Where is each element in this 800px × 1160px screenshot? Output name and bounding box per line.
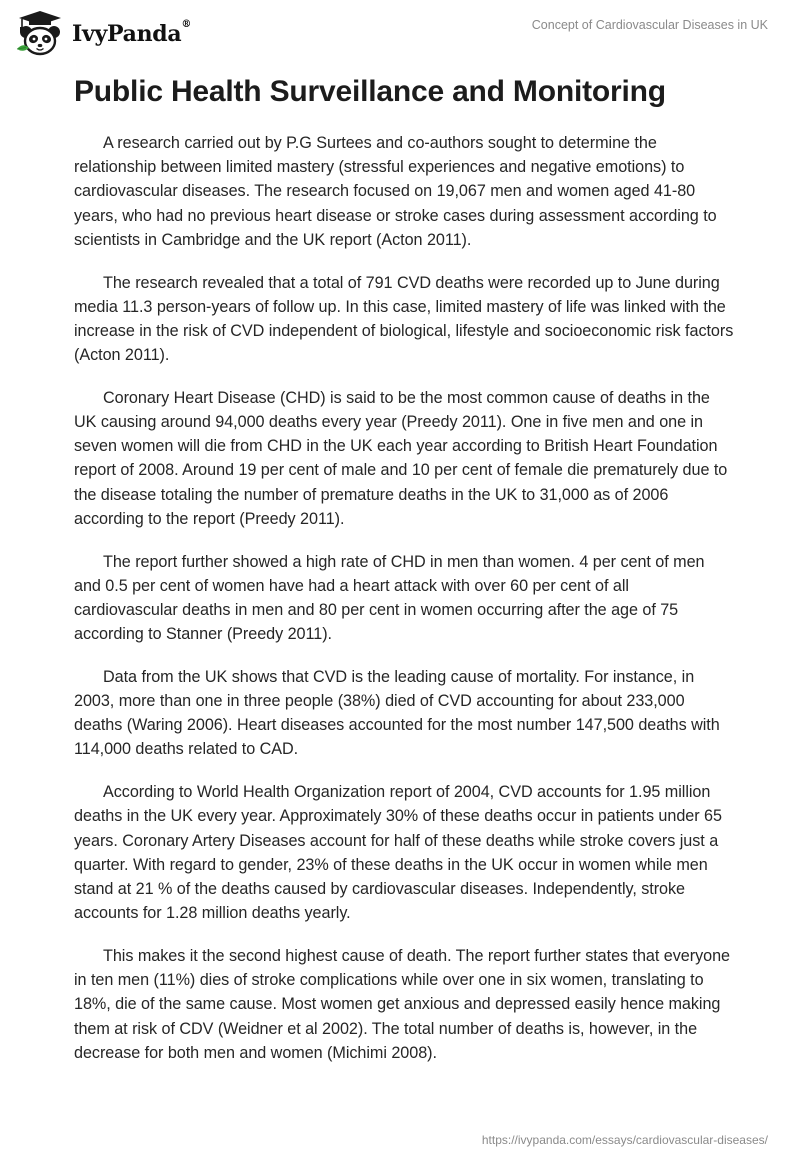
paragraph: According to World Health Organization report of 2004, CVD accounts for 1.95 million deaths in the UK every year. Approximately 30% of these deaths occur in patients under 65 years. Coronary Artery Diseases account for half of these deaths while stroke covers just a quarter. With regard to gender, 23% of these deaths in the UK occur in women while men stand at 21 % of the deaths caused by cardiovascular diseases. Independently, stroke accounts for 1.28 million deaths yearly. (74, 783, 722, 923)
essay-content (74, 72, 734, 1083)
brand-name: IvyPanda® (72, 19, 192, 47)
paragraph: The research revealed that a total of 791 CVD deaths were recorded up to June during media 11.3 person-years of follow up. In this case, limited mastery of life was linked with the increase in the risk of CVD independent of biological, lifestyle and socioeconomic risk factors (Acton 2011). (74, 273, 734, 365)
source-url-link[interactable]: https://ivypanda.com/essays/cardiovascular-diseases/ (481, 1133, 768, 1147)
paragraph: The report further showed a high rate of CHD in men than women. 4 per cent of men and 0.5 per cent of women have had a heart attack with over 60 per cent of all cardiovascular deaths in men and 80 per cent in women occurring after the age of 75 according to Stanner (Preedy 2011). (74, 552, 705, 644)
panda-logo-icon (14, 8, 66, 58)
paragraph: A research carried out by P.G Surtees and co-authors sought to determine the relationship between limited mastery (stressful experiences and negative emotions) to cardiovascular diseases. The research focused on 19,067 men and women aged 41-80 years, who had no previous heart disease or stroke cases during assessment according to scientists in Cambridge and the UK report (Acton 2011). (74, 134, 717, 249)
paragraph: Data from the UK shows that CVD is the leading cause of mortality. For instance, in 2003, more than one in three people (38%) died of CVD accounting for about 233,000 deaths (Waring 2006). Heart diseases accounted for the most number 147,500 deaths with 114,000 deaths related to CAD. (74, 667, 720, 759)
section-heading: Public Health Surveillance and Monitoring (74, 75, 666, 108)
document-title: Concept of Cardiovascular Diseases in UK (531, 18, 768, 32)
paragraph: This makes it the second highest cause of death. The report further states that everyone in ten men (11%) dies of stroke complications while over one in six women, translating to 18%, die of the same cause. Most women get anxious and depressed easily hence making them at risk of CDV (Weidner et al 2002). The total number of deaths is, however, in the decrease for both men and women (Michimi 2008). (74, 946, 730, 1062)
brand-logo[interactable] (14, 8, 191, 58)
page-header (0, 0, 800, 70)
paragraph: Coronary Heart Disease (CHD) is said to be the most common cause of deaths in the UK causing around 94,000 deaths every year (Preedy 2011). One in five men and one in seven women will die from CHD in the UK each year according to British Heart Foundation report of 2008. Around 19 per cent of male and 10 per cent of female die prematurely due to the disease totaling the number of premature deaths in the UK to 31,000 as of 2006 according to the report (Preedy 2011). (74, 388, 728, 528)
registered-mark: ® (181, 19, 192, 30)
